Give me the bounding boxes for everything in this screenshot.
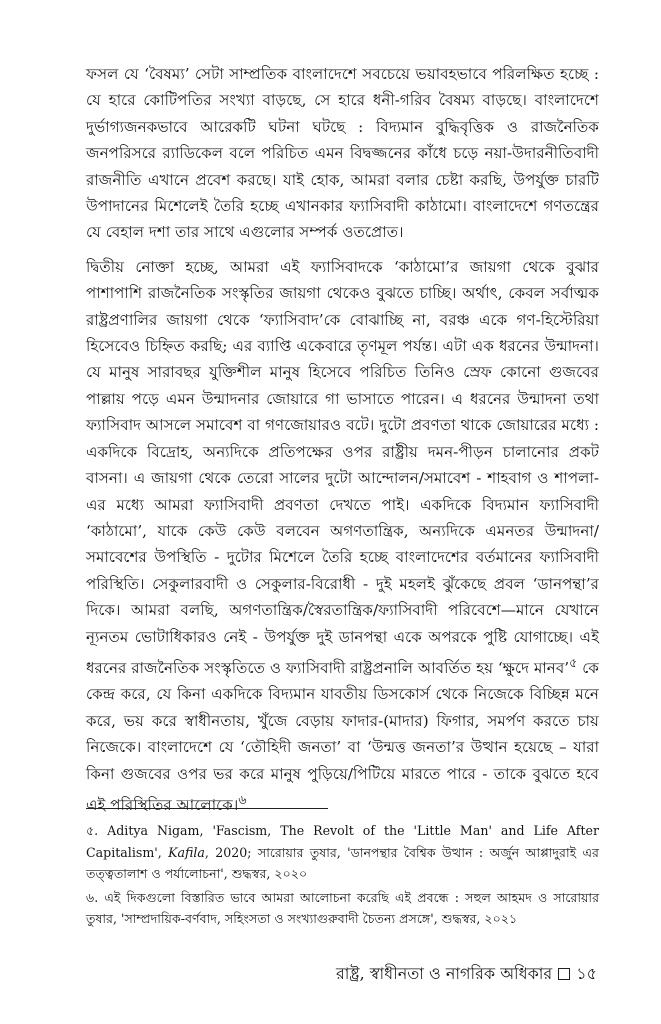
book-title: রাষ্ট্র, স্বাধীনতা ও নাগরিক অধিকার (335, 964, 553, 983)
paragraph-2-continuation: কে কেন্দ্র করে, যে কিনা একদিকে বিদ্যমান যাবতীয় ডিসকোর্স থেকে নিজেকে বিচ্ছিন্ন মনে করে, ভয় করে স্বাধীনতায়, খুঁজে বেড়ায় ফাদার-(মাদার) ফিগার, সমর্পণ করতে চায় নিজেকে। বাংলাদেশে যে ‘তৌহিদী জনতা’ বা ‘উন্মত্ত জনতা’র উত্থান হয়েছে – যারা কিনা গুজবের ওপর ভর করে মানুষ পুড়িয়ে/পিটিয়ে মারতে পারে - তাকে বুঝতে হবে এই পরিস্থিতির আলোকে। (86, 659, 599, 815)
main-text (86, 61, 599, 819)
paragraph (86, 61, 599, 246)
footnotes (86, 820, 599, 930)
footnote-ref-6[interactable]: ৬ (238, 792, 247, 808)
footnote-6-number: ৬. (86, 889, 99, 905)
paragraph-1-text: ফসল যে ‘বৈষম্য’ সেটা সাম্প্রতিক বাংলাদেশে সবচেয়ে ভয়াবহভাবে পরিলক্ষিত হচ্ছে : যে হারে কোটিপতির সংখ্যা বাড়ছে, সে হারে ধনী-গরিব বৈষম্য বাড়ছে। বাংলাদেশে দুর্ভাগ্যজনকভাবে আরেকটি ঘটনা ঘটছে : বিদ্যমান বুদ্ধিবৃত্তিক ও রাজনৈতিক জনপরিসরে র‍্যাডিকেল বলে পরিচিত এমন বিদ্বজ্জনের কাঁধে চড়ে নয়া-উদারনীতিবাদী রাজনীতি এখানে প্রবেশ করছে। যাই হোক, আমরা বলার চেষ্টা করছি, উপর্যুক্ত চারটি উপাদানের মিশেলেই তৈরি হচ্ছে এখানকার ফ্যাসিবাদী কাঠামো। বাংলাদেশে গণতন্ত্রের যে বেহাল দশা তার সাথে এগুলোর সম্পর্ক ওতপ্রোত। (86, 65, 599, 242)
footnote-ref-5[interactable]: ৫ (569, 654, 578, 670)
square-ornament-icon (558, 968, 570, 980)
footnote-5-text-a: Aditya Nigam, 'Fascism, The Revolt of the 'Little Man' and Life After Capitalism', (86, 823, 599, 860)
footnote-5-journal: Kafila (168, 844, 205, 860)
paragraph-2-text: দ্বিতীয় নোক্তা হচ্ছে, আমরা এই ফ্যাসিবাদকে ‘কাঠামো’র জায়গা থেকে বুঝার পাশাপাশি রাজনৈতিক সংস্কৃতির জায়গা থেকেও বুঝতে চাচ্ছি। অর্থাৎ, কেবল সর্বাত্মক রাষ্ট্রপ্রণালির জায়গা থেকে ‘ফ্যাসিবাদ’কে বোঝাচ্ছি না, বরঞ্চ একে গণ-হিস্টেরিয়া হিসেবেও চিহ্নিত করছি; এর ব্যাপ্তি একেবারে তৃণমূল পর্যন্ত। এটা এক ধরনের উন্মাদনা। যে মানুষ সারাবছর যুক্তিশীল মানুষ হিসেবে পরিচিত তিনিও স্রেফ কোনো গুজবের পাল্লায় পড়ে এমন উন্মাদনার জোয়ারে গা ভাসাতে পারেন। এ ধরনের উন্মাদনা তথা ফ্যাসিবাদ আসলে সমাবেশ বা গণজোয়ারও বটে। দুটো প্রবণতা থাকে জোয়ারের মধ্যে : একদিকে বিদ্রোহ, অন্যদিকে প্রতিপক্ষের ওপর রাষ্ট্রীয় দমন-পীড়ন চালানোর প্রকট বাসনা। এ জায়গা থেকে তেরো সালের দুটো আন্দোলন/সমাবেশ - শাহবাগ ও শাপলা- এর মধ্যে আমরা ফ্যাসিবাদী প্রবণতা দেখতে পাই। একদিকে বিদ্যমান ফ্যাসিবাদী ‘কাঠামো’, যাকে কেউ কেউ বলবেন অগণতান্ত্রিক, অন্যদিকে এমনতর উন্মাদনা/সমাবেশের উপস্থিতি - দুটোর মিশেলে তৈরি হচ্ছে বাংলাদেশের বর্তমানের ফ্যাসিবাদী পরিস্থিতি। সেকুলারবাদী ও সেকুলার-বিরোধী - দুই মহলই ঝুঁকেছে প্রবল ‘ডানপন্থা’র দিকে। আমরা বলছি, অগণতান্ত্রিক/স্বৈরতান্ত্রিক/ফ্যাসিবাদী পরিবেশে—মানে যেখানে ন্যূনতম ভোটাধিকারও নেই - উপর্যুক্ত দুই ডানপন্থা একে অপরকে পুষ্টি যোগাচ্ছে। এই ধরনের রাজনৈতিক সংস্কৃতিতে ও ফ্যাসিবাদী রাষ্ট্রপ্রনালি আবর্তিত হয় ‘ক্ষুদে মানব’ (86, 257, 599, 677)
paragraph (86, 254, 599, 819)
footnote-6-text: এই দিকগুলো বিস্তারিত ভাবে আমরা আলোচনা করেছি এই প্রবন্ধে : সহুল আহমদ ও সারোয়ার তুষার, 'সাম্প্রদায়িক-বর্ণবাদ, সহিংসতা ও সংখ্যাগুরুবাদী চৈতন্য প্রসঙ্গে', শুদ্ধস্বর, ২০২১ (86, 889, 599, 926)
page-number: ১৫ (576, 964, 597, 983)
running-footer (336, 962, 597, 986)
footnote-5 (86, 820, 599, 885)
footnote-divider (86, 808, 328, 809)
footnote-5-text-b: , 2020; সারোয়ার তুষার, 'ডানপন্থার বৈশ্বিক উত্থান : অর্জুন আপ্পাদুরাই এর তত্ত্বতালাশ ও পর্যালোচনা', শুদ্ধস্বর, ২০২০ (86, 844, 599, 881)
footnote-6 (86, 887, 599, 930)
footnote-5-number: ৫. (86, 823, 99, 838)
